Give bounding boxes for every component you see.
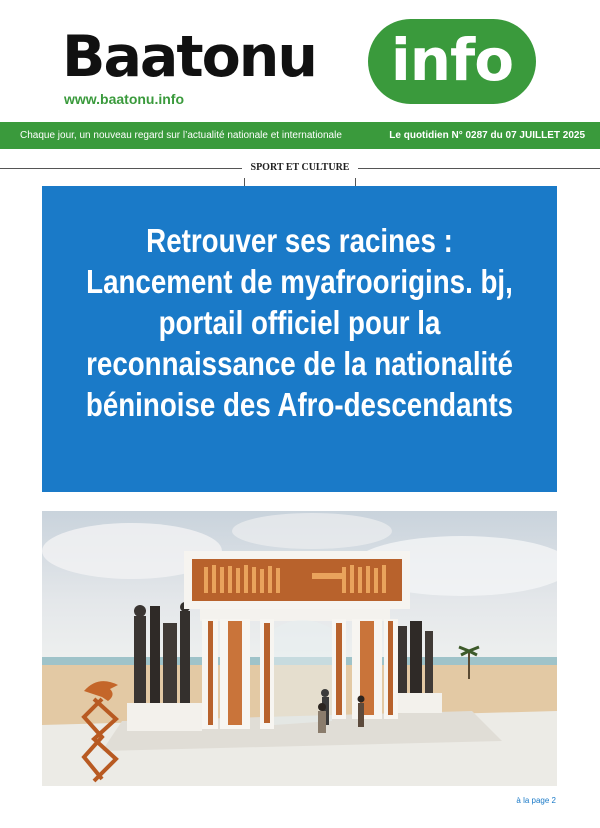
brand-badge-text: info	[390, 26, 514, 94]
rubric-tick-right	[355, 178, 356, 186]
rubric-rule-left	[0, 168, 242, 169]
brand-name: Baatonu	[62, 24, 316, 90]
tagline: Chaque jour, un nouveau regard sur l’actualité nationale et internationale	[20, 130, 342, 141]
brand-badge	[368, 19, 536, 104]
rubric-rule-right	[358, 168, 600, 169]
info-band	[0, 122, 600, 149]
door-of-no-return-illustration	[42, 511, 557, 786]
section-label: SPORT ET CULTURE	[250, 162, 350, 173]
headline-text: Retrouver ses racines : Lancement de myafroorigins. bj, portail officiel pour la reconnaissance de la nationalité béninoise des Afro-descendants	[85, 222, 514, 423]
site-url[interactable]: www.baatonu.info	[64, 91, 185, 107]
continued-note[interactable]: à la page 2	[516, 796, 556, 805]
issue-info: Le quotidien N° 0287 du 07 JUILLET 2025	[389, 130, 585, 141]
rubric-tick-left	[244, 178, 245, 186]
masthead	[0, 0, 600, 122]
headline-box	[42, 186, 557, 492]
section-rubric	[0, 160, 600, 178]
memorial-arch	[184, 551, 410, 729]
cover-photo	[42, 511, 557, 786]
